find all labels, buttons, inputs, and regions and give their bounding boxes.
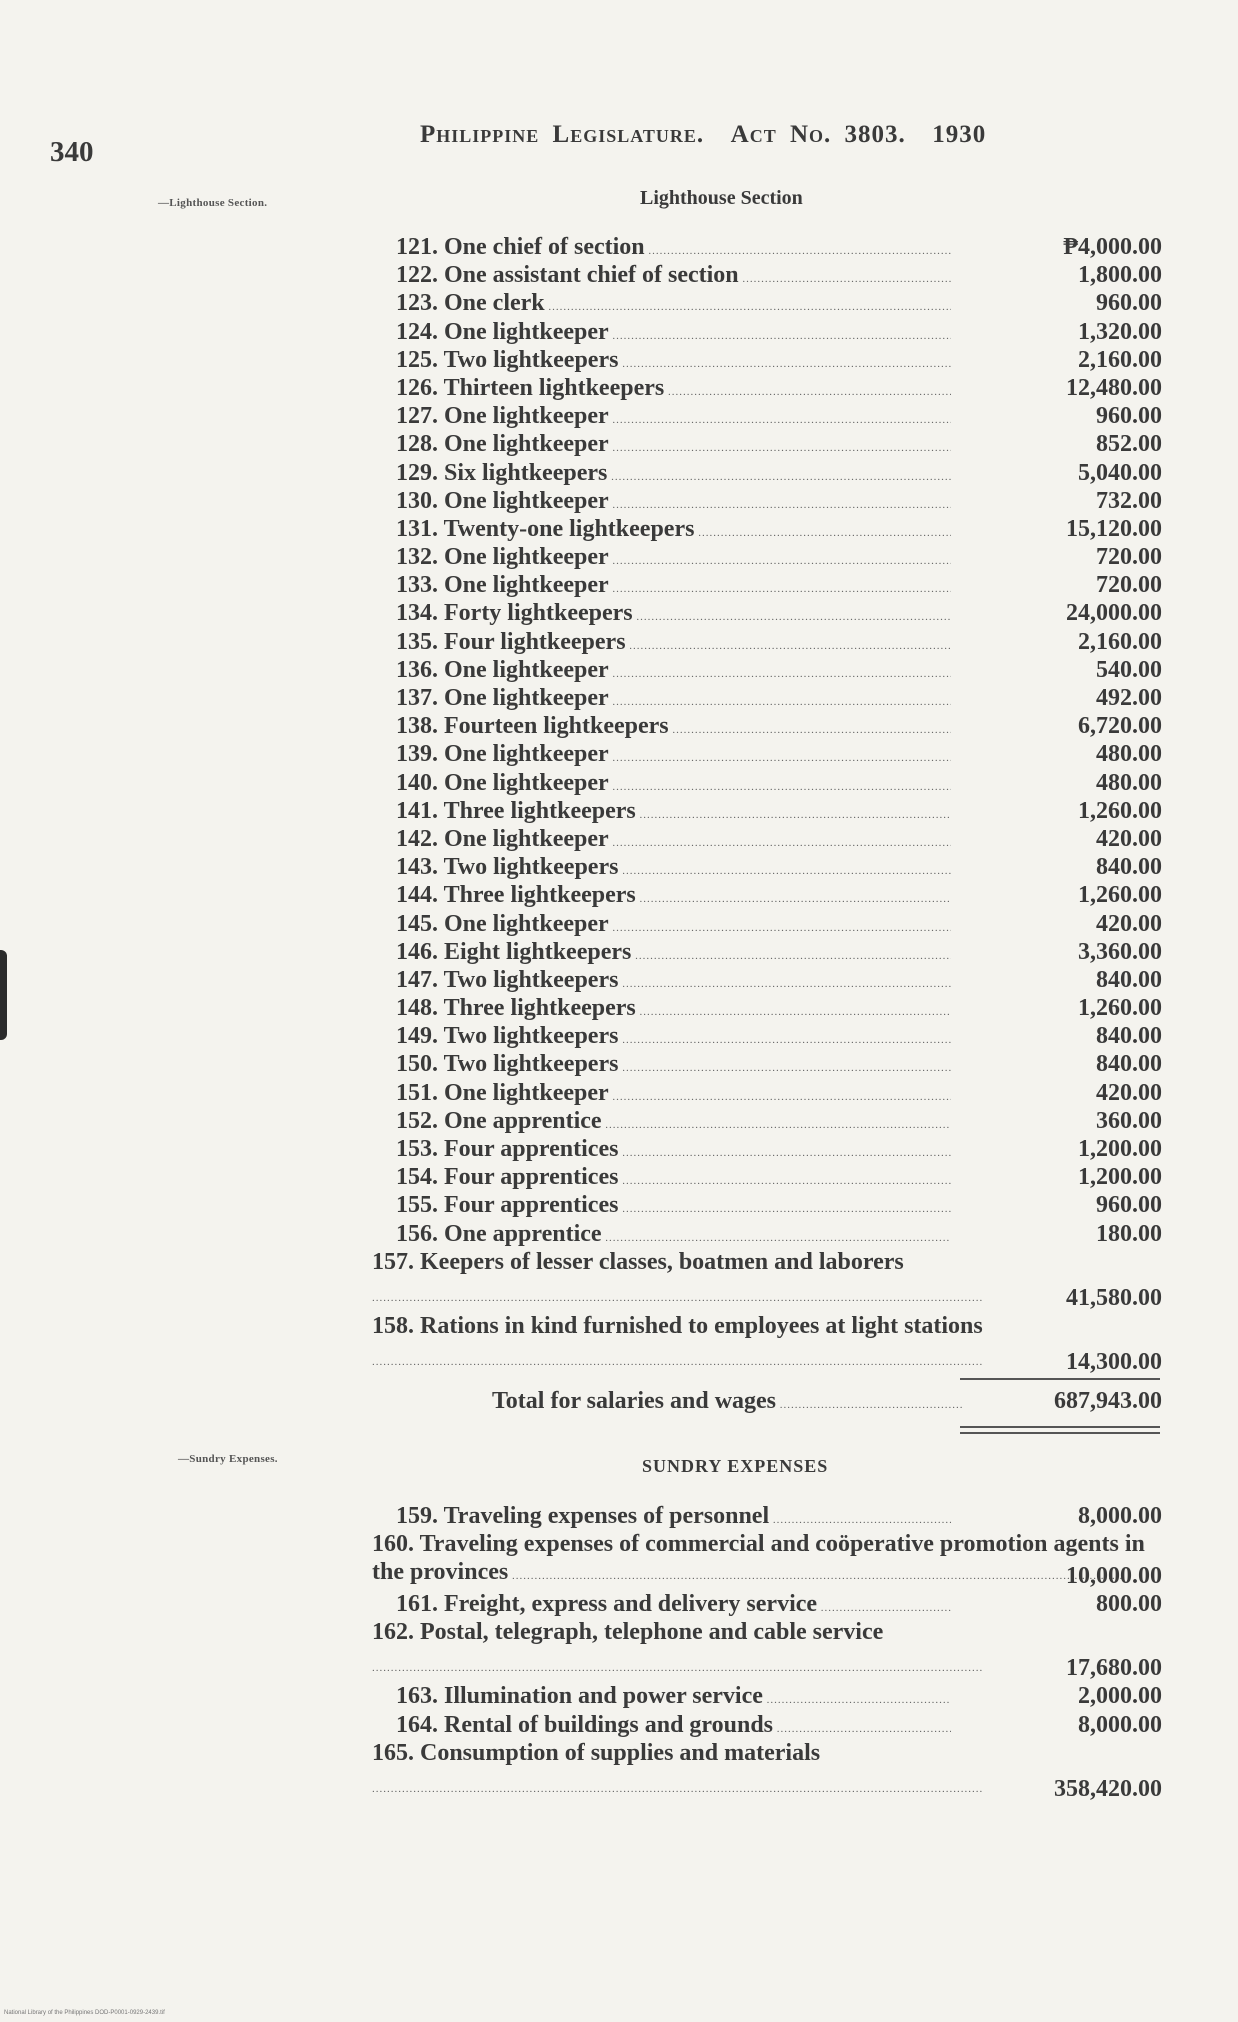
line-item — [372, 1312, 1162, 1376]
line-item — [372, 1248, 1162, 1312]
line-item-label: 142. One lightkeeper ..... — [396, 825, 951, 857]
line-item-label: 125. Two lightkeepers ..... — [396, 346, 951, 378]
line-item — [372, 1050, 1162, 1078]
line-item-label: 163. Illumination and power service ..... — [396, 1682, 951, 1714]
page-number: 340 — [50, 136, 94, 168]
line-item — [372, 853, 1162, 881]
line-item-amount: 6,720.00 — [1078, 713, 1162, 740]
line-item-amount: 17,680.00 — [1066, 1655, 1162, 1682]
line-item-label: 131. Twenty-one lightkeepers ..... — [396, 515, 951, 547]
line-item — [372, 1618, 1162, 1682]
line-item-amount: 2,160.00 — [1078, 628, 1162, 655]
footer-credit: National Library of the Philippines DOD-P0001-0929-2439.tif — [4, 2010, 165, 2016]
line-item-label: 141. Three lightkeepers ..... — [396, 797, 951, 829]
line-item — [372, 261, 1162, 289]
line-item-amount: 180.00 — [1096, 1220, 1162, 1247]
line-item — [372, 966, 1162, 994]
line-item — [372, 571, 1162, 599]
line-item — [372, 1022, 1162, 1050]
line-item — [372, 1590, 1162, 1618]
line-item — [372, 543, 1162, 571]
line-item-label: 124. One lightkeeper ..... — [396, 318, 951, 350]
line-item — [372, 1191, 1162, 1219]
line-item-amount: 41,580.00 — [1066, 1284, 1162, 1311]
line-item-amount: 840.00 — [1096, 1023, 1162, 1050]
line-item-amount: 852.00 — [1096, 431, 1162, 458]
line-item-amount: 2,160.00 — [1078, 346, 1162, 373]
line-item-amount: 15,120.00 — [1066, 515, 1162, 542]
line-item-label: 123. One clerk ..... — [396, 289, 951, 321]
line-item-amount: 960.00 — [1096, 403, 1162, 430]
line-item — [372, 656, 1162, 684]
margin-note-lighthouse: —Lighthouse Section. — [158, 197, 268, 209]
line-item — [372, 346, 1162, 374]
line-item-amount: 732.00 — [1096, 487, 1162, 514]
line-item-label: 146. Eight lightkeepers ..... — [396, 938, 951, 970]
line-item — [372, 684, 1162, 712]
line-item-label: 154. Four apprentices ..... — [396, 1163, 951, 1195]
line-item — [372, 1682, 1162, 1710]
year: 1930 — [932, 121, 987, 148]
line-item-amount: 840.00 — [1096, 1051, 1162, 1078]
line-item — [372, 374, 1162, 402]
line-item-label: 138. Fourteen lightkeepers ..... — [396, 712, 951, 744]
line-item-amount: 1,320.00 — [1078, 318, 1162, 345]
line-item-amount: 960.00 — [1096, 1192, 1162, 1219]
line-item-label: 161. Freight, express and delivery service ..... — [396, 1590, 951, 1622]
line-item — [372, 459, 1162, 487]
line-item-amount: 420.00 — [1096, 910, 1162, 937]
publication-title: Philippine Legislature. — [420, 121, 705, 148]
line-item — [372, 402, 1162, 430]
line-item-label: 150. Two lightkeepers ..... — [396, 1050, 951, 1082]
line-item — [372, 1220, 1162, 1248]
line-item-amount: 1,260.00 — [1078, 882, 1162, 909]
line-item-label: 165. Consumption of supplies and materials ..... — [372, 1740, 983, 1798]
line-item-label: 122. One assistant chief of section ..... — [396, 261, 951, 293]
line-item — [372, 233, 1162, 261]
line-item-label: 137. One lightkeeper ..... — [396, 684, 951, 716]
line-item-amount: 24,000.00 — [1066, 600, 1162, 627]
line-item-amount: 1,200.00 — [1078, 1136, 1162, 1162]
sundry-items-list — [372, 1502, 1162, 1803]
line-item-amount: 960.00 — [1096, 290, 1162, 317]
line-item-amount: 720.00 — [1096, 544, 1162, 571]
line-item-amount: 720.00 — [1096, 572, 1162, 599]
line-item-label: 149. Two lightkeepers ..... — [396, 1022, 951, 1054]
line-item-label: 129. Six lightkeepers ..... — [396, 459, 951, 491]
line-item-label: 155. Four apprentices ..... — [396, 1191, 951, 1223]
line-item-amount: 420.00 — [1096, 825, 1162, 852]
lighthouse-items-list — [372, 233, 1162, 1376]
lighthouse-section-heading: Lighthouse Section — [640, 187, 803, 209]
line-item-label: 145. One lightkeeper ..... — [396, 910, 951, 942]
line-item-amount: 3,360.00 — [1078, 938, 1162, 965]
line-item-amount: 1,260.00 — [1078, 797, 1162, 824]
line-item-amount: 8,000.00 — [1078, 1711, 1162, 1738]
line-item — [372, 1502, 1162, 1530]
line-item-label: 152. One apprentice ..... — [396, 1107, 951, 1139]
line-item — [372, 1079, 1162, 1107]
line-item — [372, 628, 1162, 656]
line-item-label: 144. Three lightkeepers ..... — [396, 881, 951, 913]
line-item-amount: 540.00 — [1096, 656, 1162, 683]
line-item-label: 136. One lightkeeper ..... — [396, 656, 951, 688]
margin-note-sundry: —Sundry Expenses. — [178, 1453, 278, 1465]
line-item-label: 140. One lightkeeper ..... — [396, 769, 951, 801]
line-item-amount: 12,480.00 — [1066, 374, 1162, 401]
line-item-label: 121. One chief of section ..... — [396, 233, 951, 265]
line-item-amount: 800.00 — [1096, 1591, 1162, 1618]
line-item-label: 128. One lightkeeper ..... — [396, 430, 951, 462]
line-item-amount: 2,000.00 — [1078, 1683, 1162, 1710]
line-item — [372, 994, 1162, 1022]
line-item-label: 162. Postal, telegraph, telephone and cable service ..... — [372, 1619, 983, 1677]
line-item-amount: 5,040.00 — [1078, 459, 1162, 486]
line-item-label: 135. Four lightkeepers ..... — [396, 628, 951, 660]
line-item — [372, 1163, 1162, 1191]
line-item-label: 148. Three lightkeepers ..... — [396, 994, 951, 1026]
line-item-amount: 1,800.00 — [1078, 262, 1162, 289]
line-item — [372, 289, 1162, 317]
line-item-label: 143. Two lightkeepers ..... — [396, 853, 951, 885]
line-item — [372, 318, 1162, 346]
line-item-label: 157. Keepers of lesser classes, boatmen and laborers ..... — [372, 1249, 983, 1307]
line-item — [372, 881, 1162, 909]
line-item-amount: 480.00 — [1096, 769, 1162, 796]
line-item-amount: ₱4,000.00 — [1063, 234, 1162, 260]
line-item — [372, 1530, 1162, 1590]
page-edge-shadow — [0, 950, 7, 1040]
line-item — [372, 599, 1162, 627]
line-item — [372, 938, 1162, 966]
line-item-label: 127. One lightkeeper ..... — [396, 402, 951, 434]
line-item-amount: 358,420.00 — [1054, 1775, 1162, 1802]
line-item-amount: 14,300.00 — [1066, 1348, 1162, 1375]
line-item — [372, 910, 1162, 938]
line-item-label: 133. One lightkeeper ..... — [396, 571, 951, 603]
total-rule-top — [960, 1378, 1160, 1380]
line-item-amount: 840.00 — [1096, 966, 1162, 993]
line-item-label: 156. One apprentice ..... — [396, 1220, 951, 1252]
total-amount: 687,943.00 — [1054, 1388, 1162, 1414]
running-head — [420, 121, 986, 149]
total-rule-double-2 — [960, 1432, 1160, 1434]
line-item-amount: 480.00 — [1096, 741, 1162, 768]
line-item — [372, 769, 1162, 797]
line-item — [372, 740, 1162, 768]
line-item — [372, 1107, 1162, 1135]
line-item-amount: 360.00 — [1096, 1107, 1162, 1134]
line-item — [372, 712, 1162, 740]
line-item-label: 130. One lightkeeper ..... — [396, 487, 951, 519]
line-item-label: 158. Rations in kind furnished to employees at light stations ..... — [372, 1313, 983, 1371]
line-item — [372, 797, 1162, 825]
line-item-label: 151. One lightkeeper ..... — [396, 1079, 951, 1111]
total-label: Total for salaries and wages ..... — [492, 1388, 962, 1415]
line-item-label: 160. Traveling expenses of commercial and coöperative promotion agents in the provinces ..... — [372, 1531, 1145, 1585]
line-item — [372, 1135, 1162, 1163]
line-item-label: 159. Traveling expenses of personnel ..... — [396, 1502, 951, 1534]
line-item-label: 126. Thirteen lightkeepers ..... — [396, 374, 951, 406]
sundry-expenses-heading: SUNDRY EXPENSES — [642, 1456, 829, 1476]
line-item-label: 147. Two lightkeepers ..... — [396, 966, 951, 998]
line-item — [372, 1711, 1162, 1739]
total-row — [372, 1388, 1162, 1420]
line-item-amount: 420.00 — [1096, 1079, 1162, 1106]
total-rule-double-1 — [960, 1426, 1160, 1428]
line-item-label: 164. Rental of buildings and grounds ..... — [396, 1711, 951, 1743]
line-item-amount: 8,000.00 — [1078, 1503, 1162, 1529]
line-item-label: 134. Forty lightkeepers ..... — [396, 599, 951, 631]
line-item-amount: 492.00 — [1096, 685, 1162, 711]
act-number: Act No. 3803. — [730, 121, 906, 148]
line-item-amount: 1,260.00 — [1078, 995, 1162, 1022]
line-item-amount: 840.00 — [1096, 854, 1162, 881]
line-item-amount: 1,200.00 — [1078, 1164, 1162, 1191]
line-item-amount: 10,000.00 — [1066, 1563, 1162, 1590]
line-item-label: 132. One lightkeeper ..... — [396, 543, 951, 575]
line-item — [372, 515, 1162, 543]
line-item — [372, 430, 1162, 458]
line-item — [372, 1739, 1162, 1803]
line-item — [372, 487, 1162, 515]
line-item-label: 153. Four apprentices ..... — [396, 1135, 951, 1167]
line-item — [372, 825, 1162, 853]
line-item-label: 139. One lightkeeper ..... — [396, 740, 951, 772]
